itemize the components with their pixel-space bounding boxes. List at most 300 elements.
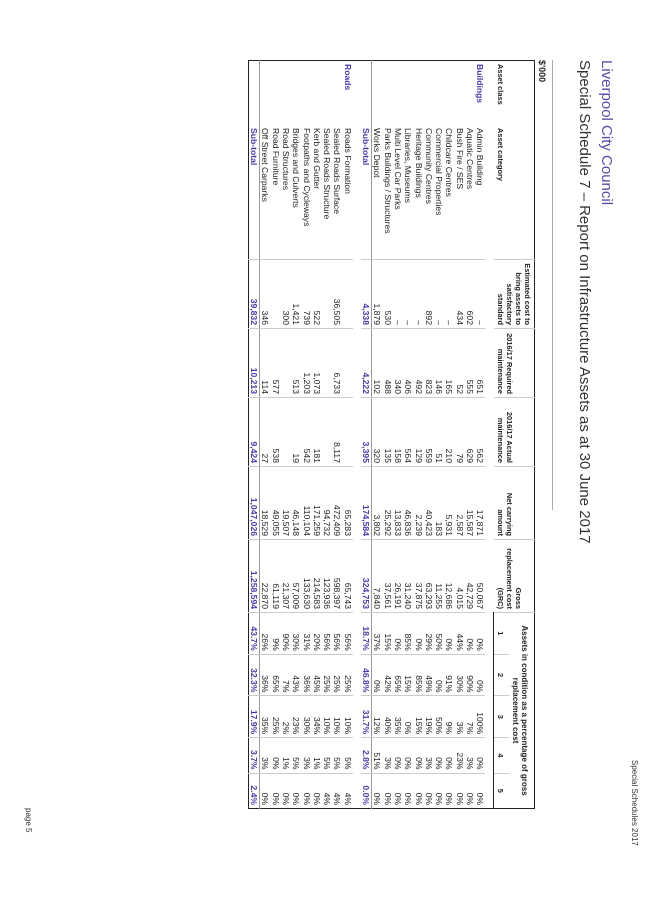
value-cell-p2: 42% <box>383 654 393 696</box>
value-cell-p5: 0.0% <box>361 773 372 808</box>
asset-class-cell <box>281 61 291 126</box>
table-row <box>383 61 393 809</box>
value-cell-act: 559 <box>424 398 434 467</box>
value-cell-p2: 15% <box>403 654 413 696</box>
asset-class-cell <box>372 61 383 126</box>
table-row <box>393 61 403 809</box>
value-cell-p1: 37% <box>372 613 383 655</box>
value-cell-p2: 25% <box>343 654 353 696</box>
value-cell-p5: 0% <box>281 773 291 808</box>
asset-class-cell <box>383 61 393 126</box>
value-cell-net: 18,529 <box>260 467 271 540</box>
asset-class-cell <box>271 61 281 126</box>
value-cell-net: 46,148 <box>291 467 301 540</box>
value-cell-p2: 32.3% <box>248 654 259 696</box>
value-cell-p3: 7% <box>465 696 475 738</box>
value-cell-act: 9,424 <box>248 398 259 467</box>
asset-category-cell: Sealed Roads Surface <box>332 128 343 214</box>
value-cell-req <box>281 329 291 398</box>
value-cell-p1: 30% <box>291 613 301 655</box>
value-cell-p2: 30% <box>455 654 465 696</box>
asset-class-cell <box>424 61 434 126</box>
asset-category-cell: Heritage Buildings <box>413 128 424 198</box>
value-cell-p3: 10% <box>332 696 342 738</box>
value-cell-gross: 37,561 <box>383 540 393 613</box>
value-cell-p2: 0% <box>372 654 383 696</box>
value-cell-p1: 43.7% <box>248 613 259 655</box>
value-cell-p1: 90% <box>281 613 291 655</box>
table-row <box>465 61 475 809</box>
council-name: Liverpool City Council <box>598 60 615 206</box>
value-cell-act: 19 <box>291 398 301 467</box>
value-cell-net: 3,802 <box>372 467 383 540</box>
value-cell-net: 15,587 <box>465 467 475 540</box>
asset-category-cell: Sealed Roads Structure <box>322 128 333 220</box>
value-cell-gross: 65,743 <box>343 540 353 613</box>
value-cell-p3: 19% <box>424 696 434 738</box>
value-cell-p1: 56% <box>343 613 353 655</box>
table-row <box>434 61 444 809</box>
asset-category-cell: Community Centres <box>423 128 434 204</box>
value-cell-req: 555 <box>465 329 475 398</box>
table-row <box>413 61 423 809</box>
value-cell-net: 2,239 <box>413 467 423 540</box>
asset-class-label: Buildings <box>475 64 486 104</box>
value-cell-est: – <box>444 260 454 329</box>
value-cell-gross: 22,870 <box>260 540 271 613</box>
asset-class-cell <box>322 61 332 126</box>
value-cell-p2: 7% <box>281 654 291 696</box>
asset-class-cell <box>403 61 413 126</box>
value-cell-act: 181 <box>312 398 322 467</box>
asset-category-cell: Kerb and Gutter <box>311 128 322 190</box>
value-cell-p4: 0% <box>393 738 403 773</box>
value-cell-p2: 0% <box>434 654 444 696</box>
value-cell-act: 51 <box>434 398 444 467</box>
table-row <box>291 61 301 809</box>
asset-class-cell <box>361 61 372 126</box>
asset-category-cell: Sub-total <box>248 125 259 260</box>
asset-class-cell <box>465 61 475 126</box>
header-condition-4: 4 <box>494 738 509 773</box>
value-cell-p3: 25% <box>271 696 281 738</box>
value-cell-p2: 65% <box>271 654 281 696</box>
value-cell-p4: 1% <box>281 738 291 773</box>
table-row <box>322 61 332 809</box>
value-cell-req: 1,203 <box>301 329 311 398</box>
value-cell-p1: 44% <box>455 613 465 655</box>
value-cell-req: 52 <box>455 329 465 398</box>
header-asset-class: Asset class <box>496 64 505 105</box>
value-cell-req: 406 <box>403 329 413 398</box>
value-cell-p5: 0% <box>413 773 423 808</box>
value-cell-p2: 91% <box>444 654 454 696</box>
value-cell-act: 629 <box>465 398 475 467</box>
value-cell-p5: 0% <box>383 773 393 808</box>
value-cell-p4: 0% <box>413 738 423 773</box>
value-cell-p4: 3.7% <box>248 738 259 773</box>
value-cell-est <box>343 260 353 329</box>
table-row <box>475 61 485 809</box>
value-cell-p5: 0% <box>291 773 301 808</box>
value-cell-p2: 45% <box>312 654 322 696</box>
asset-category-cell: Parks Buildings / Structures <box>382 128 393 234</box>
value-cell-p2: 36% <box>260 654 271 696</box>
value-cell-p5: 0% <box>434 773 444 808</box>
value-cell-req: 651 <box>475 329 485 398</box>
value-cell-act: 158 <box>393 398 403 467</box>
table-row <box>372 61 383 809</box>
value-cell-p3: 0% <box>403 696 413 738</box>
value-cell-p3: 15% <box>413 696 423 738</box>
value-cell-p4: 0% <box>434 738 444 773</box>
header-condition-2: 2 <box>494 654 509 696</box>
value-cell-gross: 31,240 <box>403 540 413 613</box>
value-cell-p4: 3% <box>465 738 475 773</box>
table-row <box>301 61 311 809</box>
value-cell-p3: 30% <box>301 696 311 738</box>
header-net-carrying-amount: Net carrying amount <box>494 467 535 540</box>
table-row <box>312 61 322 809</box>
value-cell-gross: 63,293 <box>424 540 434 613</box>
value-cell-act: 129 <box>413 398 423 467</box>
value-cell-net: 472,409 <box>332 467 342 540</box>
value-cell-net: 174,584 <box>361 467 372 540</box>
asset-category-cell: Road Structures <box>281 128 292 191</box>
value-cell-p1: 31% <box>301 613 311 655</box>
value-cell-p1: 56% <box>322 613 332 655</box>
value-cell-p3: 2% <box>281 696 291 738</box>
asset-class-cell <box>260 61 271 126</box>
asset-class-cell <box>301 61 311 126</box>
asset-class-cell <box>413 61 423 126</box>
value-cell-p3: 23% <box>291 696 301 738</box>
subtotal-row <box>248 61 259 809</box>
value-cell-net: 25,292 <box>383 467 393 540</box>
value-cell-est: 346 <box>260 260 271 329</box>
asset-category-cell: Bridges and Culverts <box>291 128 302 208</box>
value-cell-req <box>343 329 353 398</box>
value-cell-net: 110,104 <box>301 467 311 540</box>
value-cell-p4: 3% <box>383 738 393 773</box>
table-row <box>343 61 353 809</box>
value-cell-est: 892 <box>424 260 434 329</box>
value-cell-act: 8,117 <box>332 398 342 467</box>
value-cell-est: – <box>475 260 485 329</box>
value-cell-p3: 9% <box>444 696 454 738</box>
table-row <box>332 61 342 809</box>
value-cell-est: 602 <box>465 260 475 329</box>
value-cell-act: 538 <box>271 398 281 467</box>
value-cell-act: 79 <box>455 398 465 467</box>
value-cell-p3: 100% <box>475 696 485 738</box>
value-cell-p4: 23% <box>455 738 465 773</box>
value-cell-gross: 21,307 <box>281 540 291 613</box>
value-cell-p5: 0% <box>271 773 281 808</box>
asset-category-cell: Road Furniture <box>270 128 281 186</box>
value-cell-est: – <box>434 260 444 329</box>
header-gross-replacement-cost: Gross replacement cost (GRC) <box>494 540 535 613</box>
asset-category-cell: Off Street Carparks <box>260 128 271 202</box>
value-cell-p4: 5% <box>322 738 332 773</box>
asset-class-cell <box>434 61 444 126</box>
value-cell-gross: 57,009 <box>291 540 301 613</box>
value-cell-p4: 0% <box>444 738 454 773</box>
asset-class-cell <box>444 61 454 126</box>
value-cell-p5: 0% <box>393 773 403 808</box>
value-cell-p5: 0% <box>455 773 465 808</box>
value-cell-p2: 85% <box>413 654 423 696</box>
value-cell-p3: 34% <box>312 696 322 738</box>
value-cell-gross: 214,583 <box>312 540 322 613</box>
value-cell-est: – <box>393 260 403 329</box>
value-cell-p1: 0% <box>393 613 403 655</box>
asset-class-cell <box>312 61 322 126</box>
value-cell-req: 165 <box>444 329 454 398</box>
asset-category-cell: Multi Level Car Parks <box>392 128 403 210</box>
asset-class-cell <box>291 61 301 126</box>
value-cell-act <box>343 398 353 467</box>
value-cell-p4: 0% <box>403 738 413 773</box>
value-cell-req: 10,213 <box>248 329 259 398</box>
value-cell-gross: 61,119 <box>271 540 281 613</box>
value-cell-p2: 90% <box>465 654 475 696</box>
asset-class-cell <box>455 61 465 126</box>
value-cell-req: 114 <box>260 329 271 398</box>
value-cell-p5: 0% <box>372 773 383 808</box>
value-cell-gross: 42,729 <box>465 540 475 613</box>
header-condition-3: 3 <box>494 696 509 738</box>
value-cell-est <box>271 260 281 329</box>
value-cell-p3: 31.7% <box>361 696 372 738</box>
value-cell-net: 2,587 <box>455 467 465 540</box>
value-cell-gross: 11,255 <box>434 540 444 613</box>
value-cell-req: 4,222 <box>361 329 372 398</box>
value-cell-gross: 598,397 <box>332 540 342 613</box>
value-cell-act <box>281 398 291 467</box>
value-cell-req: 340 <box>393 329 403 398</box>
value-cell-p1: 20% <box>312 613 322 655</box>
value-cell-gross: 4,015 <box>455 540 465 613</box>
value-cell-p3: 10% <box>343 696 353 738</box>
value-cell-p5: 0% <box>301 773 311 808</box>
value-cell-p4: 5% <box>332 738 342 773</box>
value-cell-net: 65,283 <box>343 467 353 540</box>
value-cell-p4: 0% <box>475 738 485 773</box>
value-cell-gross: 50,067 <box>475 540 485 613</box>
value-cell-p3: 12% <box>372 696 383 738</box>
value-cell-p3: 35% <box>260 696 271 738</box>
value-cell-gross: 7,840 <box>372 540 383 613</box>
header-actual-maintenance: 2016/17 Actual maintenance <box>494 398 535 467</box>
value-cell-est: 434 <box>455 260 465 329</box>
value-cell-est <box>322 260 332 329</box>
header-asset-category: Asset category <box>496 128 505 181</box>
value-cell-req: 513 <box>291 329 301 398</box>
subtotal-row <box>361 61 372 809</box>
value-cell-p5: 0% <box>424 773 434 808</box>
value-cell-req: 492 <box>413 329 423 398</box>
asset-class-cell <box>393 61 403 126</box>
value-cell-gross: 133,630 <box>301 540 311 613</box>
value-cell-est: 4,338 <box>361 260 372 329</box>
value-cell-p1: 0% <box>475 613 485 655</box>
value-cell-p3: 40% <box>383 696 393 738</box>
value-cell-req: 102 <box>372 329 383 398</box>
value-cell-est: 39,832 <box>248 260 259 329</box>
value-cell-p4: 0% <box>271 738 281 773</box>
value-cell-p4: 51% <box>372 738 383 773</box>
value-cell-req: 823 <box>424 329 434 398</box>
header-condition-group: Assets in condition as a percentage of gross replacement cost <box>509 613 534 809</box>
value-cell-p1: 15% <box>383 613 393 655</box>
asset-category-cell: Works Depot <box>372 128 383 178</box>
asset-category-cell: Footpaths and Cycleways <box>301 128 312 227</box>
units-label: $'000 <box>537 60 547 83</box>
table-row <box>424 61 434 809</box>
value-cell-act: 542 <box>301 398 311 467</box>
value-cell-est: 36,505 <box>332 260 342 329</box>
value-cell-net: 40,423 <box>424 467 434 540</box>
value-cell-p1: 85% <box>403 613 413 655</box>
table-row <box>444 61 454 809</box>
asset-class-cell <box>332 61 342 126</box>
value-cell-act: 135 <box>383 398 393 467</box>
asset-category-cell: Libraries, Museums <box>403 128 414 203</box>
header-right: Special Schedules 2017 <box>630 760 639 846</box>
value-cell-gross: 1,258,594 <box>248 540 259 613</box>
value-cell-p4: 5% <box>291 738 301 773</box>
value-cell-req: 488 <box>383 329 393 398</box>
spacer-row <box>353 61 361 809</box>
value-cell-p5: 4% <box>322 773 332 808</box>
asset-category-cell: Aquatic Centres <box>465 128 476 190</box>
value-cell-gross: 324,753 <box>361 540 372 613</box>
value-cell-p1: 56% <box>332 613 342 655</box>
value-cell-act <box>322 398 332 467</box>
value-cell-p4: 3% <box>301 738 311 773</box>
value-cell-net: 46,836 <box>403 467 413 540</box>
value-cell-p3: 17.9% <box>248 696 259 738</box>
value-cell-gross: 12,686 <box>444 540 454 613</box>
value-cell-req <box>322 329 332 398</box>
value-cell-p2: 65% <box>393 654 403 696</box>
value-cell-p1: 0% <box>465 613 475 655</box>
value-cell-est: 300 <box>281 260 291 329</box>
value-cell-act: 562 <box>475 398 485 467</box>
value-cell-gross: 26,191 <box>393 540 403 613</box>
value-cell-req: 146 <box>434 329 444 398</box>
value-cell-p5: 0% <box>444 773 454 808</box>
value-cell-p3: 3% <box>455 696 465 738</box>
header-condition-5: 5 <box>494 773 509 808</box>
table-row <box>260 61 271 809</box>
table-row <box>455 61 465 809</box>
title-rule <box>552 60 553 510</box>
table-body <box>248 61 494 809</box>
value-cell-gross: 37,875 <box>413 540 423 613</box>
asset-category-cell: Childcare Centres <box>444 128 455 197</box>
value-cell-p1: 29% <box>424 613 434 655</box>
value-cell-p2: 36% <box>301 654 311 696</box>
value-cell-p5: 4% <box>332 773 342 808</box>
asset-category-cell: Admin Building <box>475 128 486 186</box>
value-cell-p1: 9% <box>271 613 281 655</box>
value-cell-net: 94,732 <box>322 467 332 540</box>
value-cell-p2: 25% <box>322 654 332 696</box>
header-required-maintenance: 2016/17 Required maintenance <box>494 329 535 398</box>
value-cell-p5: 0% <box>465 773 475 808</box>
page-number: page 5 <box>24 808 33 833</box>
header-estimated-cost: Estimated cost to bring assets to satisfactory standard <box>494 260 535 329</box>
header-condition-1: 1 <box>494 613 509 655</box>
value-cell-req: 577 <box>271 329 281 398</box>
value-cell-p2: 46.8% <box>361 654 372 696</box>
value-cell-est: 739 <box>301 260 311 329</box>
asset-category-cell: Roads Formation <box>342 128 353 194</box>
value-cell-est: 530 <box>383 260 393 329</box>
value-cell-est: 1,879 <box>372 260 383 329</box>
table-row <box>403 61 413 809</box>
value-cell-p3: 10% <box>322 696 332 738</box>
value-cell-net: 49,055 <box>271 467 281 540</box>
value-cell-p1: 18.7% <box>361 613 372 655</box>
value-cell-p1: 26% <box>260 613 271 655</box>
asset-class-cell <box>248 61 259 126</box>
value-cell-req: 6,733 <box>332 329 342 398</box>
value-cell-p3: 50% <box>434 696 444 738</box>
value-cell-p1: 0% <box>413 613 423 655</box>
value-cell-act: 320 <box>372 398 383 467</box>
value-cell-net: 19,507 <box>281 467 291 540</box>
value-cell-est: – <box>413 260 423 329</box>
table-row <box>281 61 291 809</box>
value-cell-p5: 0% <box>403 773 413 808</box>
value-cell-p5: 0% <box>312 773 322 808</box>
value-cell-p5: 0% <box>260 773 271 808</box>
value-cell-net: 1,047,026 <box>248 467 259 540</box>
table-row <box>271 61 281 809</box>
value-cell-p4: 5% <box>343 738 353 773</box>
infrastructure-table <box>248 60 535 809</box>
value-cell-est: – <box>403 260 413 329</box>
value-cell-p4: 3% <box>424 738 434 773</box>
value-cell-act: 27 <box>260 398 271 467</box>
value-cell-p2: 43% <box>291 654 301 696</box>
value-cell-p2: 0% <box>475 654 485 696</box>
value-cell-p1: 50% <box>434 613 444 655</box>
value-cell-p2: 49% <box>424 654 434 696</box>
value-cell-gross: 123,936 <box>322 540 332 613</box>
page-title: Special Schedule 7 – Report on Infrastructure Assets as at 30 June 2017 <box>576 60 593 544</box>
value-cell-est: 522 <box>312 260 322 329</box>
value-cell-net: 171,259 <box>312 467 322 540</box>
asset-category-cell: Bush Fire / SES <box>454 128 465 190</box>
value-cell-act: 210 <box>444 398 454 467</box>
spacer-row <box>486 61 495 809</box>
value-cell-p5: 0% <box>475 773 485 808</box>
value-cell-p5: 4% <box>343 773 353 808</box>
asset-category-cell: Commercial Properties <box>434 128 445 216</box>
value-cell-net: 5,931 <box>444 467 454 540</box>
value-cell-net: 17,871 <box>475 467 485 540</box>
value-cell-p4: 3% <box>260 738 271 773</box>
value-cell-net: 183 <box>434 467 444 540</box>
asset-class-label: Roads <box>342 64 353 91</box>
value-cell-p3: 35% <box>393 696 403 738</box>
value-cell-p5: 2.4% <box>248 773 259 808</box>
value-cell-act: 3,395 <box>361 398 372 467</box>
